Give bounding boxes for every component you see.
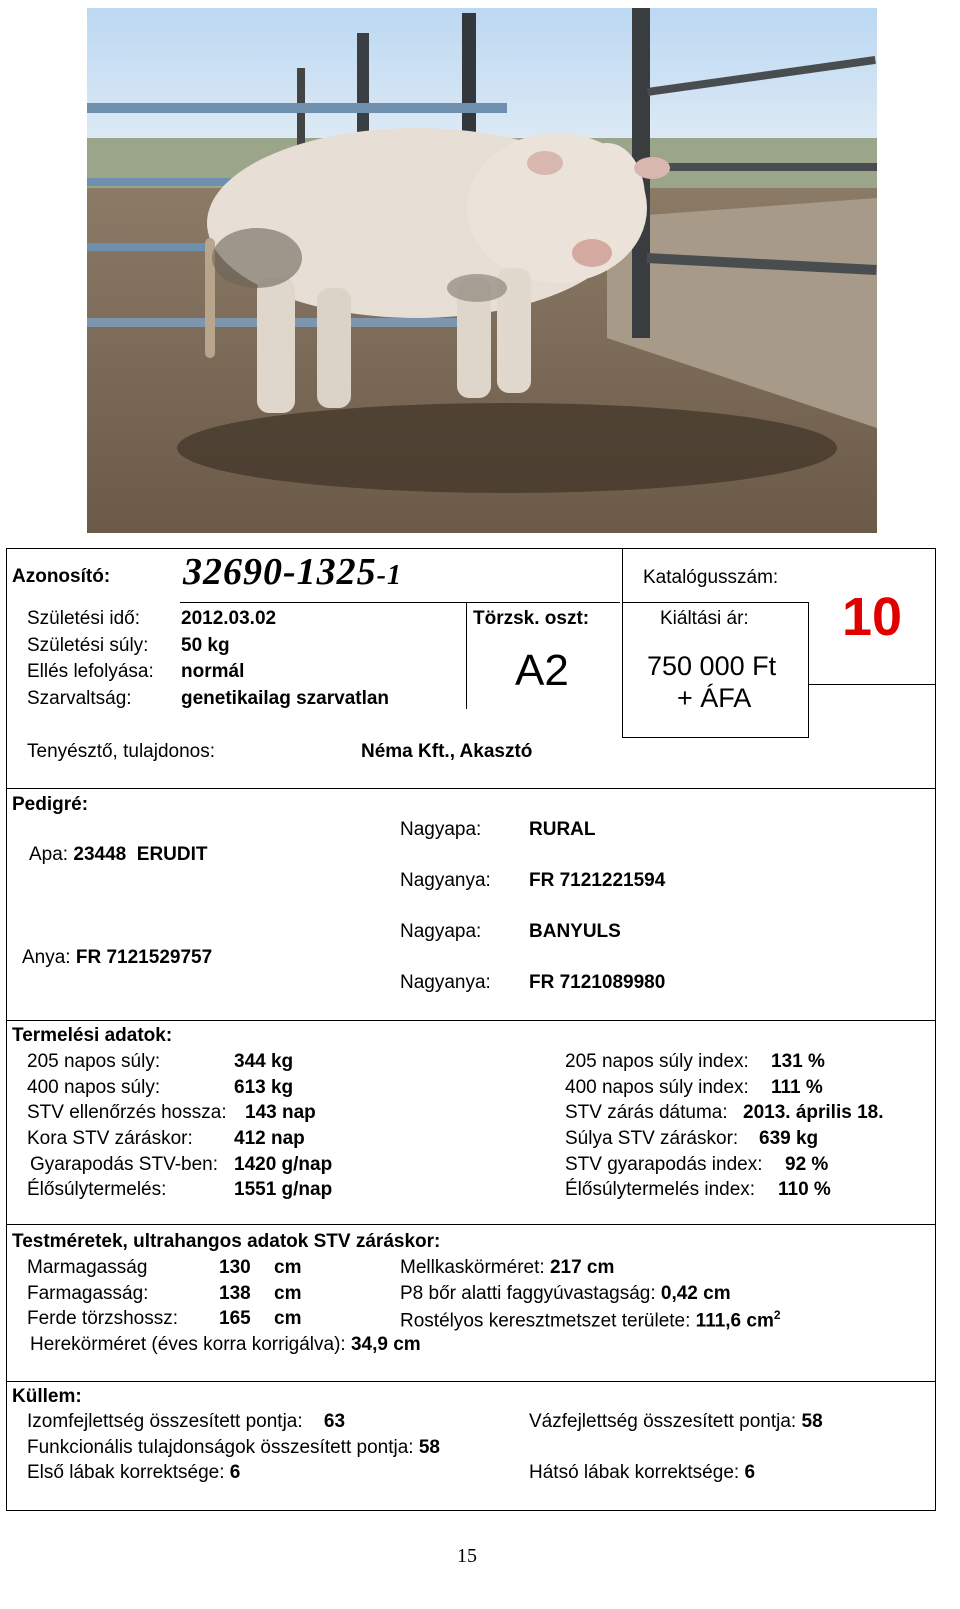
prod-left-value-4: 412 nap: [234, 1128, 305, 1149]
table-border-top: [6, 548, 936, 549]
price-value: 750 000 Ft: [647, 651, 777, 681]
front-legs-value: 6: [229, 1462, 241, 1483]
class-label: Törzsk. oszt:: [473, 608, 590, 629]
table-border-left: [6, 548, 7, 1510]
mother: [22, 947, 212, 969]
father: [29, 844, 208, 866]
body-left-unit-2: cm: [274, 1283, 302, 1304]
body-right-1: [400, 1257, 614, 1279]
muscle-label: Izomfejlettség összesített pontja:: [27, 1411, 303, 1432]
id-number: [183, 550, 402, 594]
frame-label: Vázfejlettség összesített pontja:: [529, 1411, 797, 1432]
grandparent-label-1: Nagyapa:: [400, 819, 482, 840]
body-left-unit-1: cm: [274, 1257, 302, 1278]
prod-right-label-2: 400 napos súly index:: [565, 1077, 749, 1098]
muscle-value: 63: [323, 1411, 346, 1432]
prod-left-value-5: 1420 g/nap: [234, 1154, 333, 1175]
func-value: 58: [418, 1437, 440, 1458]
catalog-label: Katalógusszám:: [643, 567, 779, 588]
prod-left-value-6: 1551 g/nap: [234, 1179, 333, 1200]
father-value: 23448 ERUDIT: [73, 844, 208, 865]
prod-right-value-4: 639 kg: [759, 1128, 819, 1149]
front-legs-score: [27, 1462, 240, 1484]
catalog-line: [622, 602, 808, 603]
muscle-score: [27, 1411, 345, 1433]
scrotal: [30, 1334, 421, 1356]
breeder-value: [361, 741, 532, 763]
prod-right-label-6: Élősúlytermelés index:: [565, 1179, 756, 1200]
body-right-2: [400, 1283, 731, 1305]
prod-right-value-5: 92 %: [785, 1154, 829, 1175]
prod-left-label-3: STV ellenőrzés hossza:: [27, 1102, 227, 1123]
grandparent-value-2: FR 7121221594: [529, 870, 666, 891]
pedigree-title: Pedigré:: [12, 794, 89, 815]
body-right-3: [400, 1308, 781, 1332]
birth-weight-label: Születési súly:: [27, 635, 149, 656]
rear-legs-label: Hátsó lábak korrektsége:: [529, 1462, 740, 1483]
prod-left-value-3: 143 nap: [245, 1102, 316, 1123]
catalog-number: 10: [842, 587, 903, 647]
calving-value: normál: [181, 661, 245, 682]
body-right-label-2: P8 bőr alatti faggyúvastagság:: [400, 1283, 656, 1304]
divider-body: [6, 1224, 936, 1225]
catalog-number-bottom: [808, 684, 936, 685]
production-title: Termelési adatok:: [12, 1025, 173, 1046]
body-right-value-1: 217 cm: [549, 1257, 615, 1278]
birth-weight-value: 50 kg: [181, 635, 230, 656]
scrotal-value: 34,9 cm: [350, 1334, 421, 1355]
prod-right-label-5: STV gyarapodás index:: [565, 1154, 763, 1175]
grandparent-value-3: BANYULS: [529, 921, 621, 942]
father-label: Apa:: [29, 844, 69, 865]
rear-legs-score: [529, 1462, 755, 1484]
body-left-value-2: 138: [219, 1283, 251, 1304]
breeder-place: , Akasztó: [449, 741, 533, 762]
price-box-right: [808, 602, 809, 738]
mother-value: FR 7121529757: [75, 947, 213, 968]
prod-right-value-2: 111 %: [771, 1077, 823, 1098]
price-label: Kiáltási ár:: [660, 608, 749, 629]
body-right-label-3: Rostélyos keresztmetszet területe:: [400, 1310, 691, 1332]
frame-value: 58: [801, 1411, 823, 1432]
id-number-main: 32690-1325: [183, 551, 377, 593]
frame-score: [529, 1411, 823, 1433]
id-label: Azonosító:: [12, 566, 111, 587]
cattle-photo: [87, 8, 877, 533]
body-left-value-3: 165: [219, 1308, 251, 1329]
birth-date-label: Születési idő:: [27, 608, 141, 629]
grandparent-value-1: RURAL: [529, 819, 596, 840]
class-value: A2: [515, 646, 569, 695]
class-box-left: [466, 602, 467, 709]
prod-right-label-4: Súlya STV záráskor:: [565, 1128, 739, 1149]
polled-label: Szarvaltság:: [27, 688, 132, 709]
prod-right-label-1: 205 napos súly index:: [565, 1051, 749, 1072]
id-underline: [180, 602, 620, 603]
birth-date-value: 2012.03.02: [181, 608, 277, 629]
grandparent-label-4: Nagyanya:: [400, 972, 491, 993]
body-right-value-3: 111,6 cm: [695, 1310, 774, 1332]
polled-value: genetikailag szarvatlan: [181, 688, 390, 709]
body-right-value-2: 0,42 cm: [660, 1283, 731, 1304]
body-left-label-1: Marmagasság: [27, 1257, 148, 1278]
prod-left-label-1: 205 napos súly:: [27, 1051, 161, 1072]
mother-label: Anya:: [22, 947, 71, 968]
breeder-name: Néma Kft.: [361, 741, 450, 762]
calving-label: Ellés lefolyása:: [27, 661, 154, 682]
rear-legs-value: 6: [744, 1462, 756, 1483]
body-left-unit-3: cm: [274, 1308, 302, 1329]
prod-left-label-2: 400 napos súly:: [27, 1077, 161, 1098]
prod-left-label-4: Kora STV záráskor:: [27, 1128, 193, 1149]
page-number: 15: [457, 1545, 477, 1567]
body-title: Testméretek, ultrahangos adatok STV záráskor:: [12, 1231, 441, 1252]
grandparent-value-4: FR 7121089980: [529, 972, 666, 993]
body-left-label-3: Ferde törzshossz:: [27, 1308, 178, 1329]
prod-left-value-2: 613 kg: [234, 1077, 294, 1098]
breeder-label: Tenyésztő, tulajdonos:: [27, 741, 216, 762]
grandparent-label-2: Nagyanya:: [400, 870, 491, 891]
prod-right-label-3: STV zárás dátuma:: [565, 1102, 728, 1123]
divider-pedigree: [6, 788, 936, 789]
appearance-title: Küllem:: [12, 1386, 82, 1407]
prod-left-label-6: Élősúlytermelés:: [27, 1179, 167, 1200]
body-right-label-1: Mellkaskörméret:: [400, 1257, 545, 1278]
prod-right-value-3: 2013. április 18.: [743, 1102, 884, 1123]
body-left-value-1: 130: [219, 1257, 251, 1278]
table-border-bottom: [6, 1510, 936, 1511]
prod-left-value-1: 344 kg: [234, 1051, 294, 1072]
table-border-right: [935, 548, 936, 1510]
scrotal-label: Herekörméret (éves korra korrigálva):: [30, 1334, 346, 1355]
body-left-label-2: Farmagasság:: [27, 1283, 149, 1304]
divider-appearance: [6, 1381, 936, 1382]
prod-left-label-5: Gyarapodás STV-ben:: [30, 1154, 218, 1175]
divider-production: [6, 1020, 936, 1021]
func-label: Funkcionális tulajdonságok összesített pontja:: [27, 1437, 414, 1458]
id-number-suffix: -1: [376, 560, 402, 591]
price-vat: + ÁFA: [677, 683, 752, 713]
func-score: [27, 1437, 440, 1459]
body-right-sup-3: 2: [773, 1308, 781, 1322]
front-legs-label: Első lábak korrektsége:: [27, 1462, 225, 1483]
prod-right-value-1: 131 %: [771, 1051, 825, 1072]
price-box-left: [622, 548, 623, 738]
prod-right-value-6: 110 %: [778, 1179, 831, 1200]
price-box-bottom: [622, 737, 809, 738]
grandparent-label-3: Nagyapa:: [400, 921, 482, 942]
